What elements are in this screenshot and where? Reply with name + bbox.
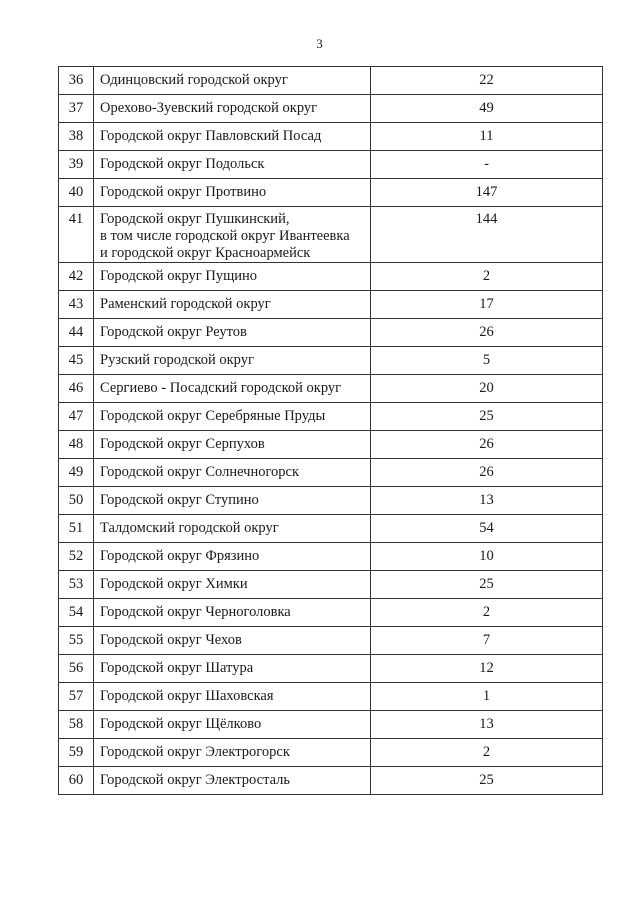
row-number: 46 (59, 375, 94, 403)
district-name: Городской округ Павловский Посад (94, 123, 371, 151)
row-value: 54 (371, 515, 603, 543)
row-value: 2 (371, 599, 603, 627)
row-value: 26 (371, 431, 603, 459)
district-table (58, 66, 603, 795)
district-name: Городской округ Ступино (94, 487, 371, 515)
district-name-line: Городской округ Пушкинский, (100, 211, 290, 227)
row-number: 45 (59, 347, 94, 375)
row-number: 48 (59, 431, 94, 459)
row-value: 22 (371, 67, 603, 95)
row-value: 12 (371, 655, 603, 683)
row-number: 40 (59, 179, 94, 207)
table-row (59, 263, 603, 291)
district-name: Городской округ Электросталь (94, 767, 371, 795)
row-number: 43 (59, 291, 94, 319)
table-row (59, 291, 603, 319)
table-row (59, 515, 603, 543)
district-name: Городской округ Подольск (94, 151, 371, 179)
row-value: 1 (371, 683, 603, 711)
district-name: Городской округ Серпухов (94, 431, 371, 459)
row-number: 55 (59, 627, 94, 655)
district-name: Городской округ Шаховская (94, 683, 371, 711)
district-name: Талдомский городской округ (94, 515, 371, 543)
district-name: Городской округ Серебряные Пруды (94, 403, 371, 431)
district-name: Городской округ Черноголовка (94, 599, 371, 627)
row-value: 11 (371, 123, 603, 151)
row-value: - (371, 151, 603, 179)
row-number: 38 (59, 123, 94, 151)
table-row (59, 571, 603, 599)
table-row (59, 67, 603, 95)
row-number: 36 (59, 67, 94, 95)
row-number: 52 (59, 543, 94, 571)
table-row (59, 459, 603, 487)
row-number: 60 (59, 767, 94, 795)
district-name: Городской округ Щёлково (94, 711, 371, 739)
row-value: 17 (371, 291, 603, 319)
row-value: 25 (371, 571, 603, 599)
table-row (59, 711, 603, 739)
row-value: 26 (371, 459, 603, 487)
row-value: 13 (371, 487, 603, 515)
row-number: 41 (59, 207, 94, 263)
row-value: 49 (371, 95, 603, 123)
row-number: 39 (59, 151, 94, 179)
district-name: Рузский городской округ (94, 347, 371, 375)
district-name: Орехово-Зуевский городской округ (94, 95, 371, 123)
row-number: 57 (59, 683, 94, 711)
district-name: Городской округ Чехов (94, 627, 371, 655)
table-row (59, 403, 603, 431)
district-name: Сергиево - Посадский городской округ (94, 375, 371, 403)
district-name: Городской округ Пущино (94, 263, 371, 291)
page-number: 3 (316, 36, 323, 51)
table-row (59, 683, 603, 711)
table-row (59, 599, 603, 627)
row-value: 5 (371, 347, 603, 375)
row-value: 26 (371, 319, 603, 347)
row-value: 25 (371, 767, 603, 795)
table-row (59, 347, 603, 375)
row-number: 56 (59, 655, 94, 683)
table-row (59, 767, 603, 795)
row-value: 20 (371, 375, 603, 403)
table-row (59, 151, 603, 179)
table-row (59, 207, 603, 263)
row-number: 44 (59, 319, 94, 347)
row-value: 147 (371, 179, 603, 207)
row-value: 7 (371, 627, 603, 655)
row-number: 59 (59, 739, 94, 767)
table-row (59, 431, 603, 459)
row-value: 25 (371, 403, 603, 431)
table-body (59, 67, 603, 795)
district-name-line: и городской округ Красноармейск (100, 245, 311, 261)
table-row (59, 627, 603, 655)
row-number: 58 (59, 711, 94, 739)
table-row (59, 375, 603, 403)
table-row (59, 655, 603, 683)
table-row (59, 95, 603, 123)
row-number: 37 (59, 95, 94, 123)
district-name: Городской округ Реутов (94, 319, 371, 347)
district-name: Городской округ Шатура (94, 655, 371, 683)
district-name: Городской округ Фрязино (94, 543, 371, 571)
row-number: 54 (59, 599, 94, 627)
row-number: 42 (59, 263, 94, 291)
row-number: 53 (59, 571, 94, 599)
row-number: 50 (59, 487, 94, 515)
district-name-line: в том числе городской округ Ивантеевка (100, 228, 350, 244)
table-row (59, 319, 603, 347)
table-row (59, 123, 603, 151)
row-value: 2 (371, 263, 603, 291)
district-name: Городской округ Химки (94, 571, 371, 599)
row-number: 47 (59, 403, 94, 431)
row-value: 10 (371, 543, 603, 571)
row-value: 144 (371, 207, 603, 263)
table-row (59, 739, 603, 767)
row-value: 2 (371, 739, 603, 767)
table-row (59, 487, 603, 515)
district-name: Городской округ Протвино (94, 179, 371, 207)
district-name (94, 207, 371, 263)
table-row (59, 179, 603, 207)
district-name: Городской округ Электрогорск (94, 739, 371, 767)
row-number: 49 (59, 459, 94, 487)
district-name: Городской округ Солнечногорск (94, 459, 371, 487)
district-name: Одинцовский городской округ (94, 67, 371, 95)
district-name: Раменский городской округ (94, 291, 371, 319)
row-number: 51 (59, 515, 94, 543)
table-row (59, 543, 603, 571)
row-value: 13 (371, 711, 603, 739)
